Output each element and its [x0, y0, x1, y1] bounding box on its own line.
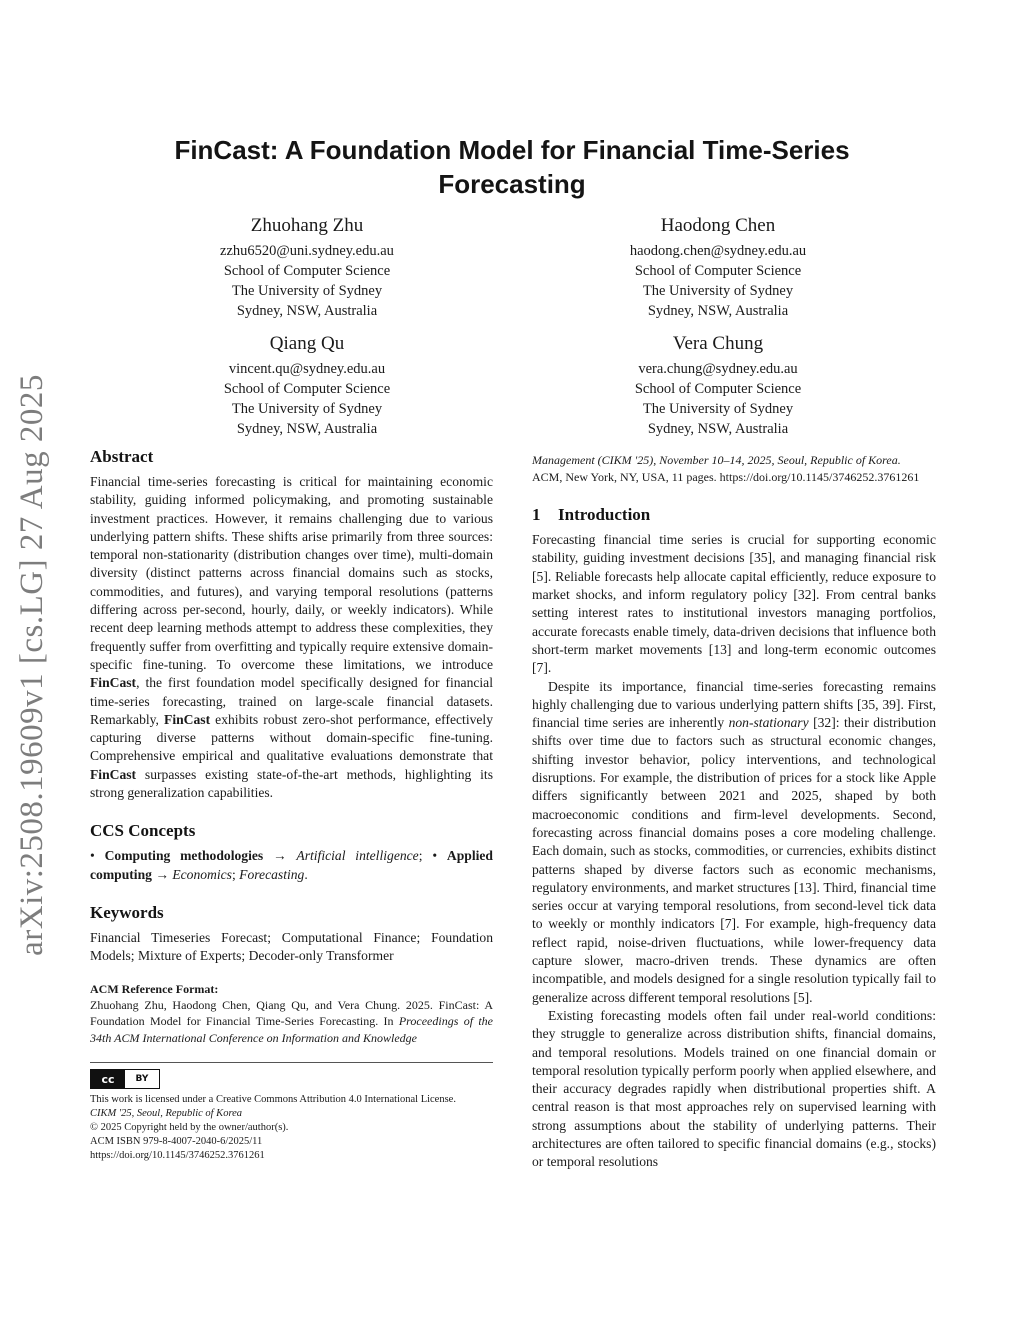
- acm-reference-continued: Management (CIKM '25), November 10–14, 2025, Seoul, Republic of Korea. ACM, New York, NY, USA, 11 pages. https://doi.org/10.1145/3746252.3761261: [532, 453, 920, 484]
- author-location: Sydney, NSW, Australia: [236, 303, 378, 319]
- license-line: This work is licensed under a Creative Commons Attribution 4.0 International License.: [90, 1094, 456, 1106]
- keywords-heading: Keywords: [90, 902, 164, 922]
- cc-by-license-badge[interactable]: [90, 1069, 493, 1089]
- author-department: School of Computer Science: [634, 263, 802, 279]
- cc-by-icon[interactable]: [90, 1069, 160, 1089]
- author-name: Qiang Qu: [269, 333, 345, 354]
- author-name: Haodong Chen: [660, 215, 776, 236]
- intro-paragraph-1: Forecasting financial time series is crucial for supporting economic stability, guiding investment decisions [35], and managing financial risk [5]. Reliable forecasts help allocate capital efficiently, reduce exposure to market shocks, and inform regulatory policy [32]. From central banks setting interest rates to institutional investors managing portfolios, accurate forecasts enable timely, data-driven decisions that influence both short-term market movements [13] and long-term economic outcomes [7].: [532, 532, 936, 676]
- left-column: [90, 447, 493, 1163]
- author-email: zzhu6520@uni.sydney.edu.au: [220, 243, 394, 259]
- author-university: The University of Sydney: [642, 283, 794, 299]
- author-department: School of Computer Science: [223, 381, 391, 397]
- abstract-text: Financial time-series forecasting is critical for maintaining economic stability, guiding informed policymaking, and promoting sustainable investment practices. However, it remains challenging due to various underlying pattern shifts. These shifts arise primarily from three sources: temporal non-stationarity (distribution changes over time), multi-domain diversity (distinct patterns across financial domains such as stocks, commodities, and futures), and varying temporal resolutions (patterns differing across per-second, hourly, daily, or weekly indicators). While recent deep learning methods attempt to address these complexities, they frequently suffer from overfitting and typically require extensive domain-specific fine-tuning. To overcome these limitations, we introduce FinCast, the first foundation model specifically designed for financial time-series forecasting, trained on large-scale financial datasets. Remarkably, FinCast exhibits robust zero-shot performance, effectively capturing diverse patterns without domain-specific fine-tuning. Comprehensive empirical and qualitative evaluations demonstrate that FinCast surpasses existing state-of-the-art methods, highlighting its strong generalization capabilities.: [90, 474, 493, 801]
- author-name: Vera Chung: [672, 333, 764, 354]
- author-university: The University of Sydney: [231, 283, 383, 299]
- author-block: [568, 331, 868, 439]
- conference-line: CIKM '25, Seoul, Republic of Korea: [90, 1108, 243, 1120]
- by-label: BY: [125, 1070, 159, 1088]
- author-email: vera.chung@sydney.edu.au: [638, 361, 798, 377]
- paper-title-line-2: Forecasting: [438, 169, 586, 199]
- arxiv-identifier-stamp: arXiv:2508.19609v1 [cs.LG] 27 Aug 2025: [14, 374, 50, 956]
- author-department: School of Computer Science: [634, 381, 802, 397]
- cc-logo: cc: [91, 1070, 125, 1088]
- acm-reference-heading: ACM Reference Format:: [90, 981, 219, 996]
- section-title: Introduction: [558, 505, 651, 525]
- ccs-heading: CCS Concepts: [90, 821, 196, 841]
- author-department: School of Computer Science: [223, 263, 391, 279]
- doi-line[interactable]: https://doi.org/10.1145/3746252.3761261: [90, 1150, 265, 1162]
- isbn-line: ACM ISBN 979-8-4007-2040-6/2025/11: [90, 1136, 263, 1148]
- footnote-rule: [90, 1062, 493, 1063]
- author-location: Sydney, NSW, Australia: [647, 303, 789, 319]
- intro-paragraph-3: Existing forecasting models often fail under real-world conditions: they struggle to generalize across distribution shifts, financial domains, and temporal resolutions. Models trained on one financial domain or temporal resolution typically perform poorly when applied elsewhere, and their accuracy degrades rapidly when distributional properties shift. A central reason is that most approaches rely on supervised learning with strong assumptions about the stability of underlying patterns. Their architectures are often tailored to specific financial domains (e.g., stocks) or temporal resolutions: [532, 1007, 936, 1170]
- author-location: Sydney, NSW, Australia: [236, 421, 378, 437]
- section-number: 1: [532, 505, 541, 525]
- paper-title-line-1: FinCast: A Foundation Model for Financial Time-Series: [174, 135, 850, 165]
- abstract-heading: Abstract: [90, 447, 154, 466]
- license-text: [90, 1093, 493, 1163]
- author-block: [157, 331, 457, 439]
- author-email: vincent.qu@sydney.edu.au: [228, 361, 386, 377]
- author-name: Zhuohang Zhu: [250, 215, 364, 236]
- copyright-line: © 2025 Copyright held by the owner/author(s).: [90, 1122, 289, 1134]
- author-location: Sydney, NSW, Australia: [647, 421, 789, 437]
- ccs-concepts-text: • Computing methodologies → Artificial intelligence; • Applied computing → Economics; Forecasting.: [90, 848, 493, 882]
- author-university: The University of Sydney: [231, 401, 383, 417]
- introduction-heading: [532, 505, 936, 525]
- author-block: [157, 213, 457, 321]
- acm-reference-text: Zhuohang Zhu, Haodong Chen, Qiang Qu, and Vera Chung. 2025. FinCast: A Foundation Model for Financial Time-Series Forecasting. In Proceedings of the 34th ACM International Conference on Information and Knowledge: [90, 997, 494, 1045]
- author-email: haodong.chen@sydney.edu.au: [629, 243, 807, 259]
- right-column: [532, 452, 936, 1172]
- keywords-text: Financial Timeseries Forecast; Computational Finance; Foundation Models; Mixture of Experts; Decoder-only Transformer: [90, 929, 493, 964]
- author-block: [568, 213, 868, 321]
- author-university: The University of Sydney: [642, 401, 794, 417]
- intro-paragraph-2: Despite its importance, financial time-series forecasting remains highly challenging due to various underlying pattern shifts [35, 39]. First, financial time series are inherently non-stationary [32]: their distribution shifts over time due to factors such as structural economic changes, shifting investor behavior, policy interventions, and technological disruptions. For example, the distribution of prices for a stock like Apple differs significantly between 2021 and 2025, shaped by both macroeconomic conditions and firm-level developments. Second, forecasting across financial domains poses a core modeling challenge. Each domain, such as stocks, commodities, or currencies, exhibits distinct patterns shaped by diverse factors such as economic mechanisms, regulatory environments, and market structures [13]. Third, financial time series occur at varying temporal resolutions, from second-level tick data to weekly or monthly indicators [7]. For example, high-frequency data reflect rapid, noise-driven fluctuations, while lower-frequency data capture slower, macro-driven trends. These dynamics are often incompatible, and models designed for a single resolution typically fail to generalize across different temporal resolutions [5].: [532, 678, 936, 1005]
